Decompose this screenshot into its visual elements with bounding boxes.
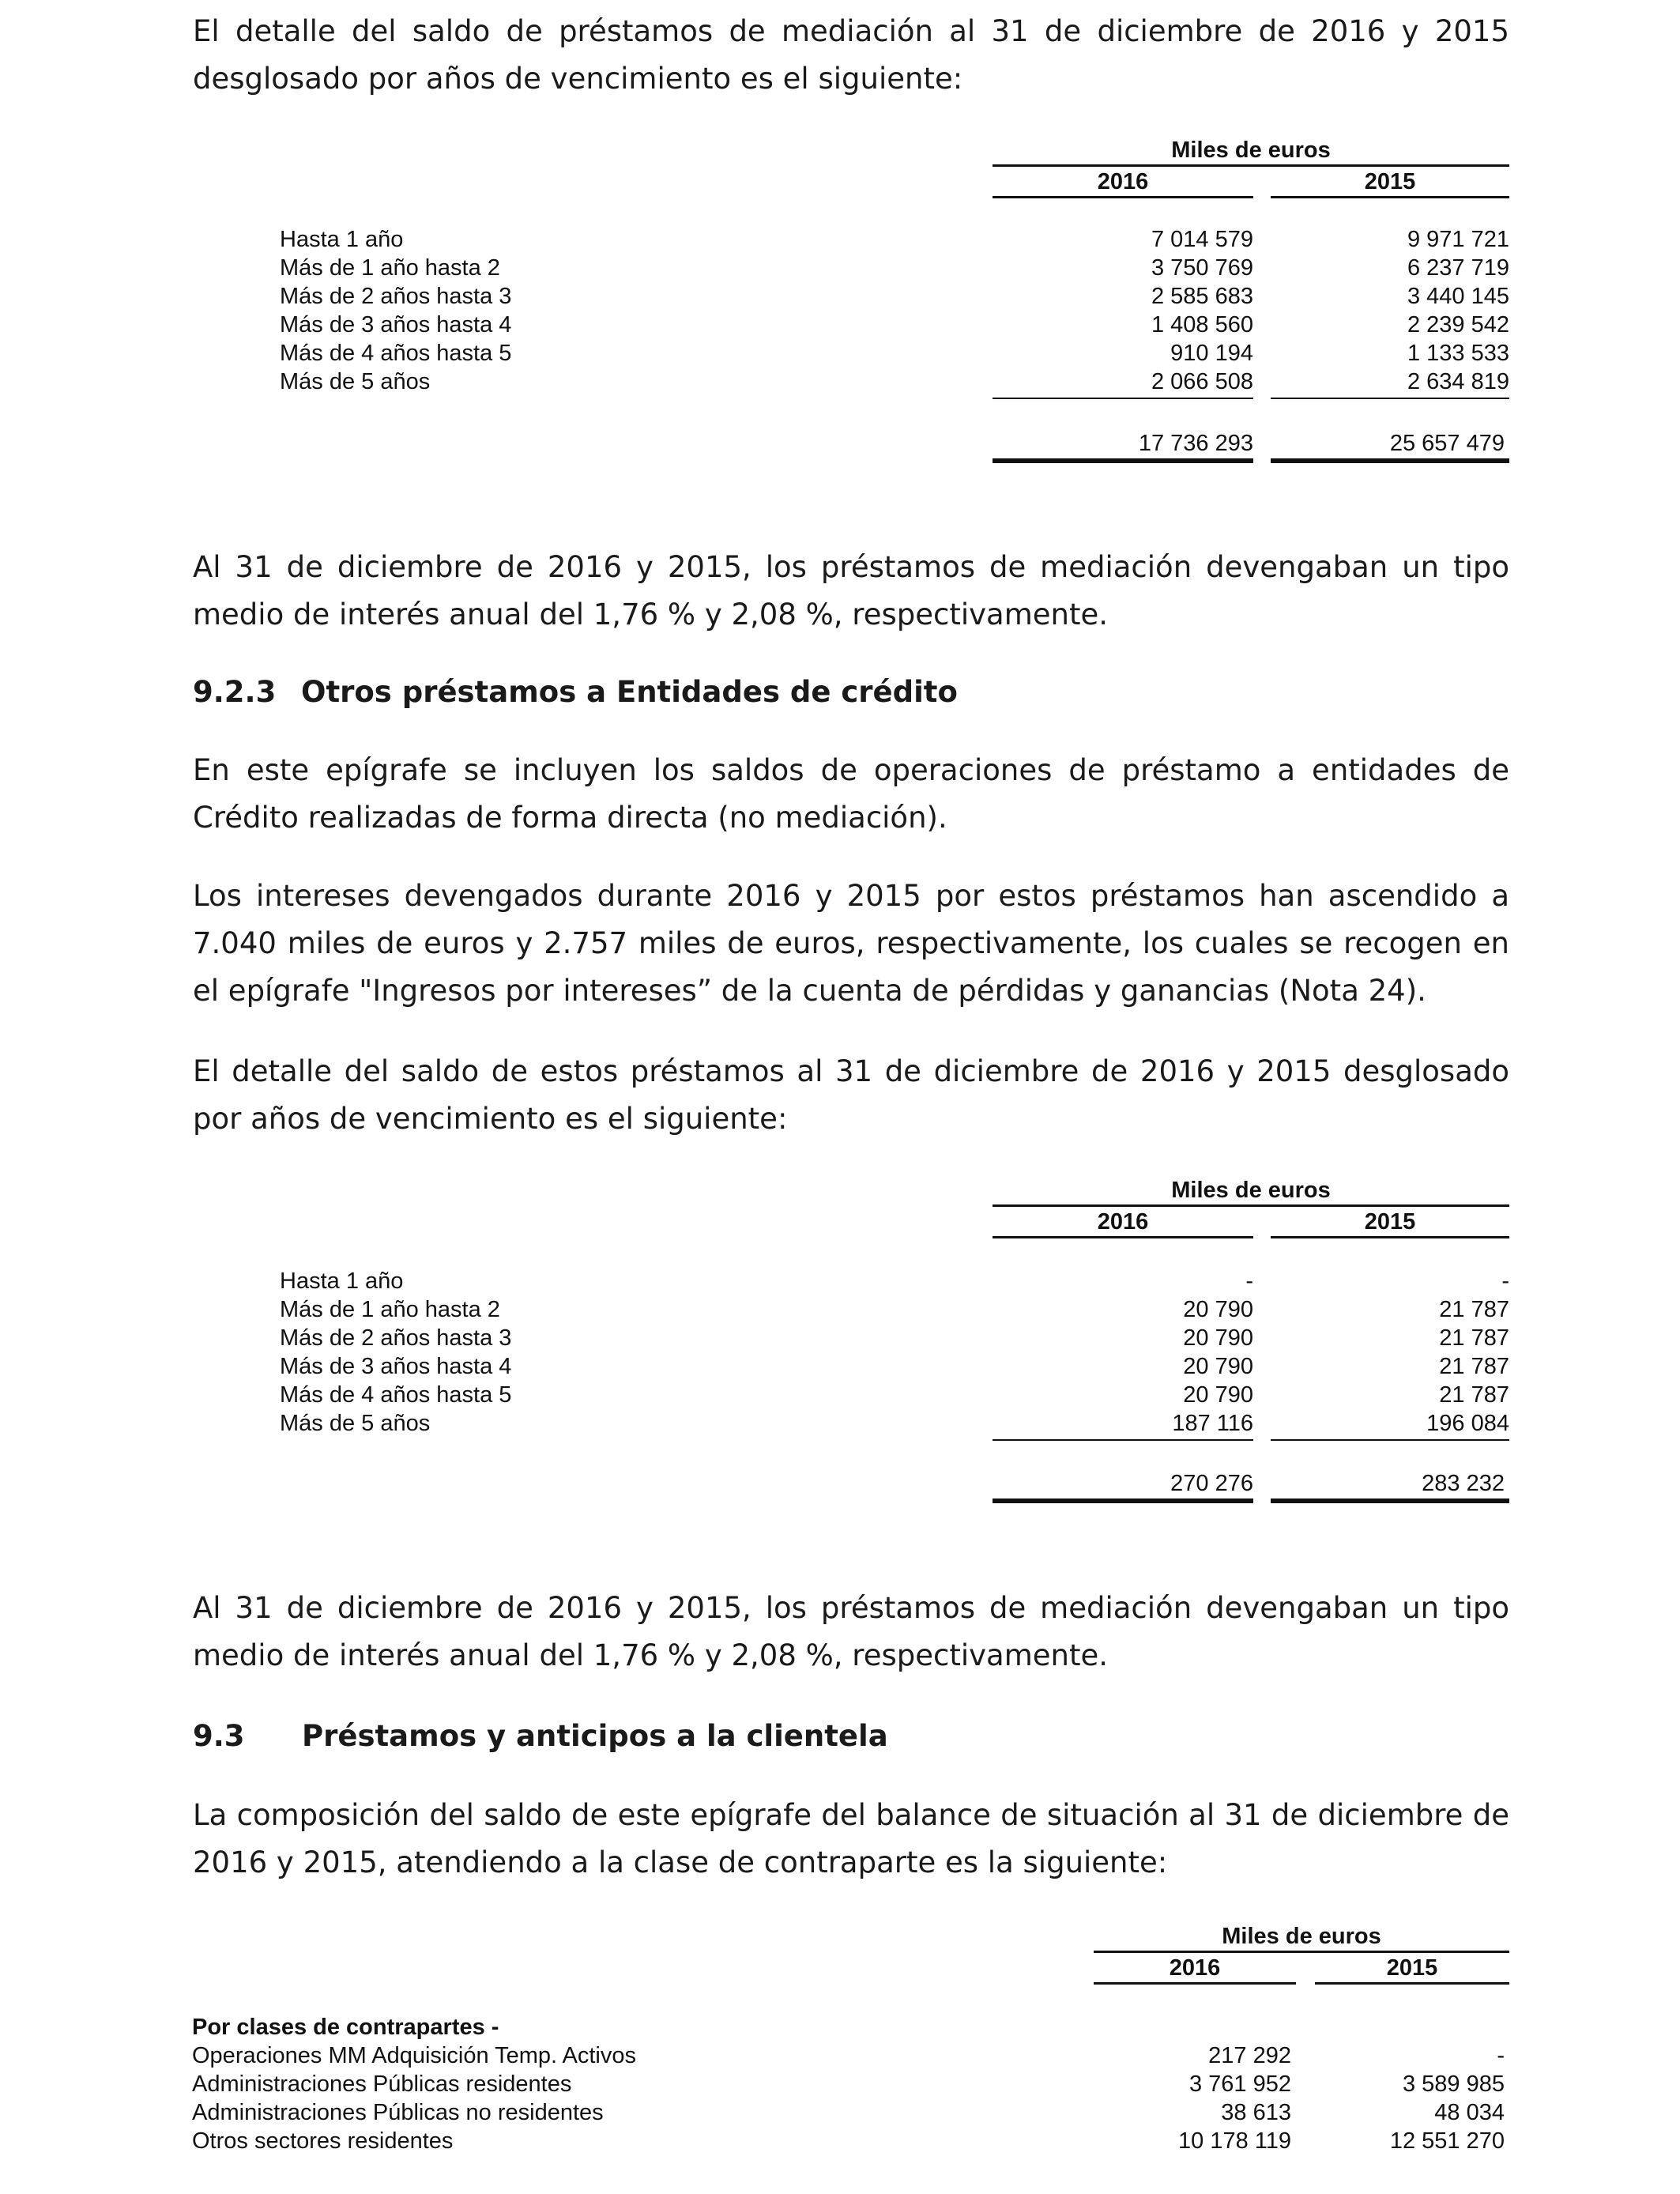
header-rule: [993, 1204, 1509, 1207]
total-2016: 17 736 293: [1138, 431, 1253, 456]
value-2016: 10 178 119: [1178, 2128, 1291, 2154]
value-2015: -: [1501, 1269, 1509, 1294]
table-unit-header: Miles de euros: [1222, 1924, 1381, 1949]
value-2015: 6 237 719: [1407, 255, 1509, 281]
paragraph-text: El detalle del saldo de estos préstamos al 31 de diciembre de 2016 y 2015 desglosado por años de vencimiento es el siguiente:: [193, 1054, 1509, 1136]
section-number: 9.3: [193, 1719, 245, 1753]
paragraph-interest-rate-repeat: [193, 1585, 1509, 1679]
row-label: Más de 2 años hasta 3: [280, 1325, 512, 1351]
value-2016: 2 585 683: [1151, 284, 1253, 309]
total-2015: 25 657 479: [1389, 431, 1505, 456]
section-title: Otros préstamos a Entidades de crédito: [301, 675, 958, 709]
value-2016: 7 014 579: [1151, 227, 1253, 252]
paragraph-intro-clientela: [193, 1792, 1509, 1887]
value-2015: 21 787: [1439, 1297, 1509, 1322]
section-heading-9-2-3: [193, 669, 959, 716]
row-label: Otros sectores residentes: [192, 2128, 454, 2154]
paragraph-interest-rate: [193, 544, 1509, 639]
section-heading-9-3: [193, 1713, 888, 1760]
paragraph-text: La composición del saldo de este epígrafe del balance de situación al 31 de diciembre de 2016 y 2015, atendiendo a la clase de contraparte es la siguiente:: [193, 1798, 1509, 1879]
value-2016: 910 194: [1170, 341, 1253, 366]
subtotal-rule-2015: [1271, 1439, 1509, 1441]
section-number: 9.2.3: [193, 675, 277, 709]
row-label: Más de 1 año hasta 2: [280, 255, 500, 281]
row-label: Más de 1 año hasta 2: [280, 1297, 500, 1322]
paragraph-text: Al 31 de diciembre de 2016 y 2015, los préstamos de mediación devengaban un tipo medio de interés anual del 1,76 % y 2,08 %, respectivamente.: [193, 1591, 1509, 1672]
column-header-2015: 2015: [1386, 1955, 1438, 1981]
paragraph-description: [193, 747, 1509, 842]
subtotal-rule-2015: [1271, 398, 1509, 399]
value-2015: 48 034: [1434, 2100, 1505, 2125]
value-2016: 217 292: [1208, 2043, 1291, 2068]
row-label: Más de 5 años: [280, 1411, 431, 1436]
table-mediation-maturity: [0, 0, 1680, 490]
row-label: Más de 4 años hasta 5: [280, 1382, 512, 1408]
column-rule-2015: [1271, 196, 1509, 198]
row-label: Más de 5 años: [280, 369, 431, 394]
value-2015: 21 787: [1439, 1382, 1509, 1408]
column-rule-2015: [1315, 1982, 1509, 1985]
column-header-2016: 2016: [1169, 1955, 1221, 1981]
total-rule-2016: [993, 458, 1253, 463]
value-2016: 2 066 508: [1151, 369, 1253, 394]
table-unit-header: Miles de euros: [1171, 1178, 1331, 1203]
total-rule-2016: [993, 1498, 1253, 1503]
paragraph-text: El detalle del saldo de préstamos de mediación al 31 de diciembre de 2016 y 2015 desglosado por años de vencimiento es el siguiente:: [193, 14, 1509, 96]
value-2015: -: [1497, 2043, 1505, 2068]
section-title: Préstamos y anticipos a la clientela: [302, 1719, 888, 1753]
header-rule: [993, 164, 1509, 167]
paragraph-text: En este epígrafe se incluyen los saldos de operaciones de préstamo a entidades de Crédito realizadas de forma directa (no mediación).: [193, 753, 1509, 835]
paragraph-text: Al 31 de diciembre de 2016 y 2015, los préstamos de mediación devengaban un tipo medio de interés anual del 1,76 % y 2,08 %, respectivamente.: [193, 550, 1509, 631]
column-rule-2016: [993, 1236, 1253, 1238]
table-unit-header: Miles de euros: [1171, 138, 1331, 163]
value-2015: 12 551 270: [1389, 2128, 1505, 2154]
header-rule: [1094, 1951, 1509, 1953]
value-2015: 1 133 533: [1407, 341, 1509, 366]
value-2015: 21 787: [1439, 1325, 1509, 1351]
column-rule-2016: [1094, 1982, 1296, 1985]
total-rule-2015: [1271, 1498, 1509, 1503]
paragraph-interest-accrued: [193, 873, 1509, 1015]
value-2016: 3 761 952: [1188, 2071, 1291, 2097]
table-clientela-counterparty: [0, 1913, 1680, 2194]
value-2016: 1 408 560: [1151, 312, 1253, 337]
table-other-loans-maturity: [0, 1042, 1680, 1516]
value-2016: 20 790: [1183, 1354, 1253, 1379]
row-label: Operaciones MM Adquisición Temp. Activos: [192, 2043, 637, 2068]
row-label: Administraciones Públicas residentes: [192, 2071, 572, 2097]
value-2015: 3 589 985: [1402, 2071, 1505, 2097]
value-2016: -: [1245, 1269, 1253, 1294]
row-label: Más de 2 años hasta 3: [280, 284, 512, 309]
value-2016: 3 750 769: [1151, 255, 1253, 281]
value-2016: 20 790: [1183, 1382, 1253, 1408]
value-2016: 20 790: [1183, 1325, 1253, 1351]
value-2015: 9 971 721: [1407, 227, 1509, 252]
column-rule-2015: [1271, 1236, 1509, 1238]
subtotal-rule-2016: [993, 398, 1253, 399]
value-2015: 3 440 145: [1407, 284, 1509, 309]
column-rule-2016: [993, 196, 1253, 198]
section-label: Por clases de contrapartes -: [192, 2015, 499, 2040]
row-label: Hasta 1 año: [280, 1269, 404, 1294]
value-2016: 187 116: [1172, 1411, 1253, 1436]
column-header-2016: 2016: [1097, 169, 1149, 194]
subtotal-rule-2016: [993, 1439, 1253, 1441]
row-label: Hasta 1 año: [280, 227, 404, 252]
column-header-2015: 2015: [1364, 1209, 1416, 1235]
value-2015: 21 787: [1439, 1354, 1509, 1379]
value-2016: 38 613: [1221, 2100, 1291, 2125]
value-2015: 196 084: [1426, 1411, 1509, 1436]
value-2015: 2 634 819: [1407, 369, 1509, 394]
total-rule-2015: [1271, 458, 1509, 463]
value-2016: 20 790: [1183, 1297, 1253, 1322]
row-label: Más de 3 años hasta 4: [280, 1354, 512, 1379]
row-label: Administraciones Públicas no residentes: [192, 2100, 604, 2125]
row-label: Más de 4 años hasta 5: [280, 341, 512, 366]
total-2015: 283 232: [1422, 1471, 1505, 1496]
total-2016: 270 276: [1170, 1471, 1253, 1496]
column-header-2015: 2015: [1364, 169, 1416, 194]
paragraph-text: Los intereses devengados durante 2016 y 2015 por estos préstamos han ascendido a 7.040 miles de euros y 2.757 miles de euros, respectivamente, los cuales se recogen en el epígrafe "Ingresos por intereses” de la cuenta de pérdidas y ganancias (Nota 24).: [193, 879, 1509, 1008]
column-header-2016: 2016: [1097, 1209, 1149, 1235]
row-label: Más de 3 años hasta 4: [280, 312, 512, 337]
value-2015: 2 239 542: [1407, 312, 1509, 337]
